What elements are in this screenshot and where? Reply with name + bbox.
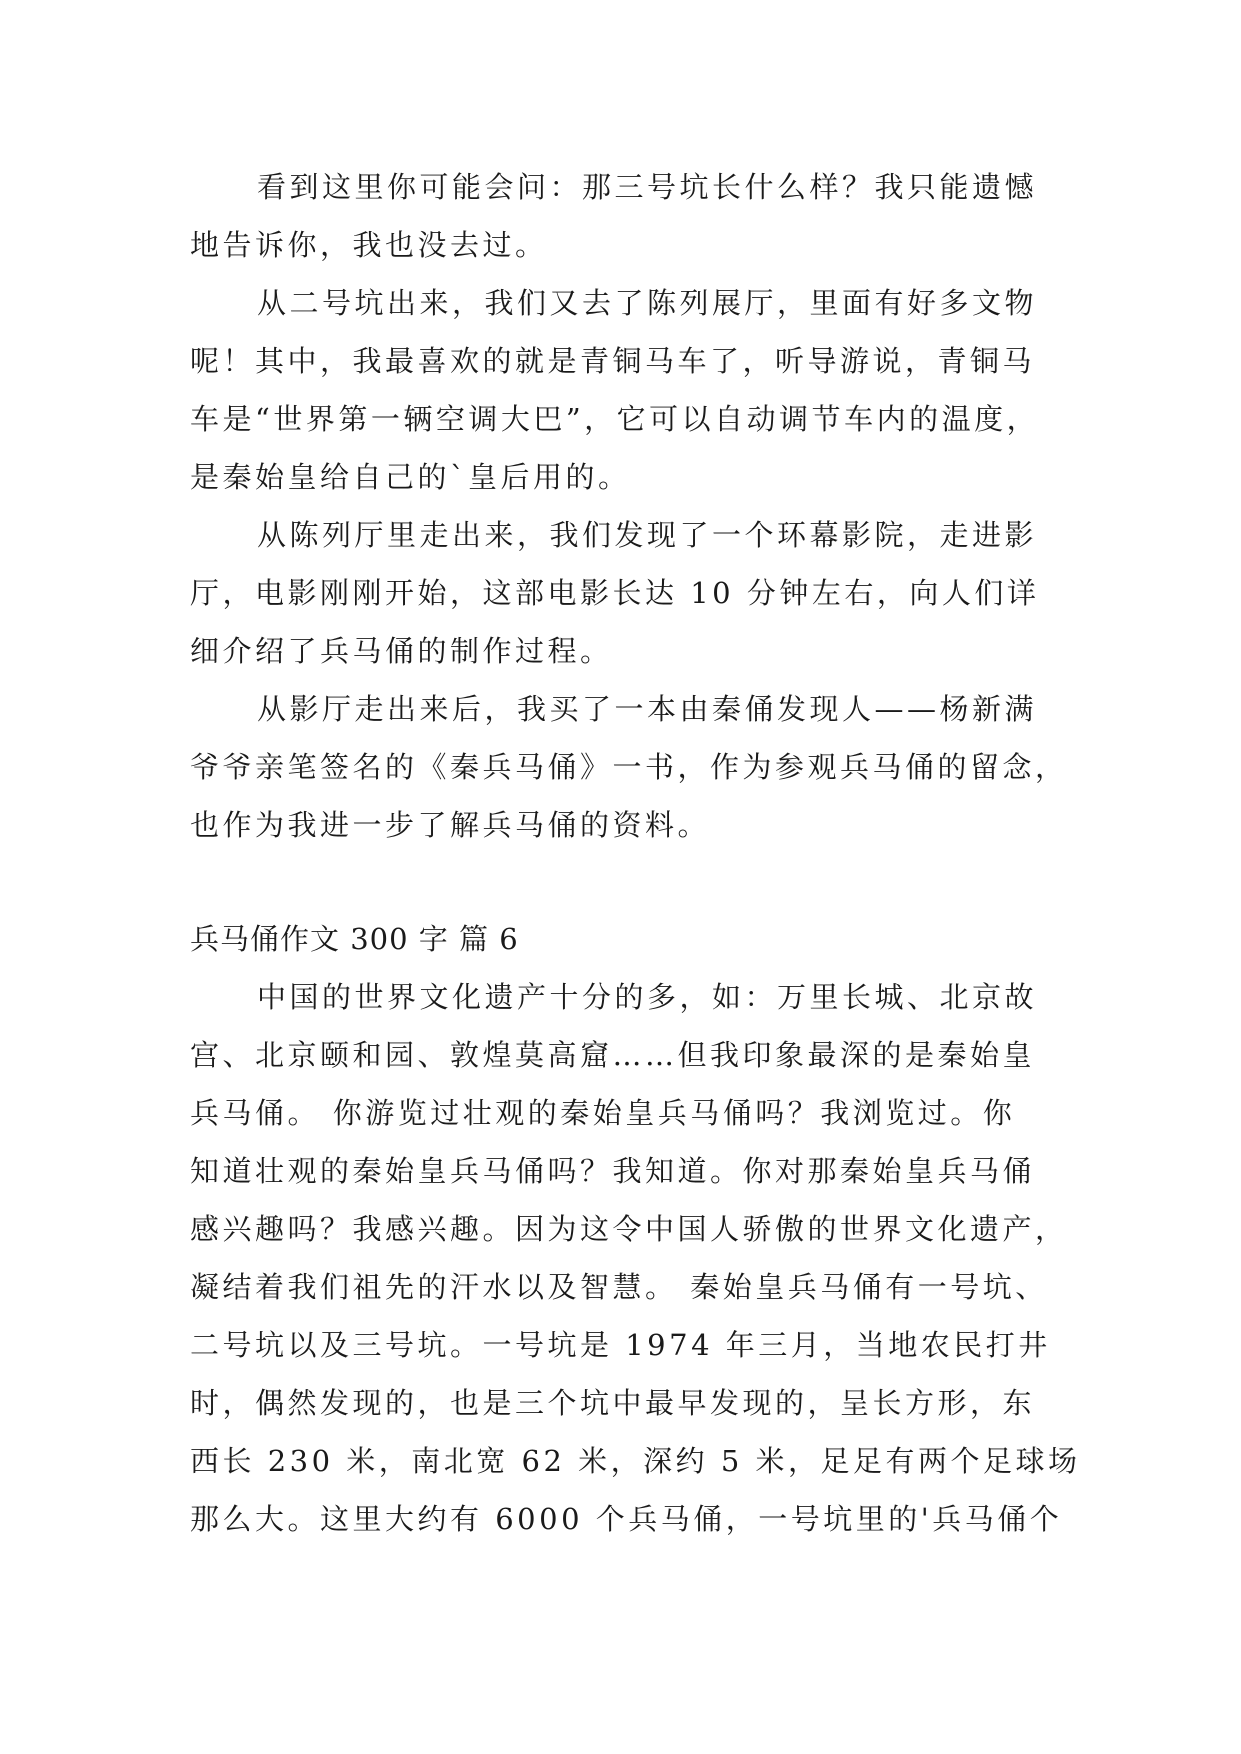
text-line: 兵马俑。 你游览过壮观的秦始皇兵马俑吗？我浏览过。你 [190,1096,1016,1130]
text-line: 也作为我进一步了解兵马俑的资料。 [190,808,711,842]
section-essay-6 [190,910,1081,1548]
text-line: 知道壮观的秦始皇兵马俑吗？我知道。你对那秦始皇兵马俑 [190,1154,1036,1188]
section-heading: 兵马俑作文 300 字 篇 6 [190,922,519,956]
text-line: 从影厅走出来后，我买了一本由秦俑发现人——杨新满 [257,692,1038,726]
text-line: 凝结着我们祖先的汗水以及智慧。 秦始皇兵马俑有一号坑、 [190,1270,1048,1304]
paragraph [190,158,1052,274]
text-line: 从陈列厅里走出来，我们发现了一个环幕影院，走进影 [257,518,1038,552]
text-line: 那么大。这里大约有 6000 个兵马俑，一号坑里的'兵马俑个 [190,1502,1063,1536]
text-line: 宫、北京颐和园、敦煌莫高窟……但我印象最深的是秦始皇 [190,1038,1036,1072]
text-line: 从二号坑出来，我们又去了陈列展厅，里面有好多文物 [257,286,1038,320]
text-line: 地告诉你，我也没去过。 [190,228,548,262]
paragraph [190,274,1052,506]
text-line: 厅，电影刚刚开始，这部电影长达 10 分钟左右，向人们详 [190,576,1040,610]
text-line: 二号坑以及三号坑。一号坑是 1974 年三月，当地农民打井 [190,1328,1051,1362]
text-line: 感兴趣吗？我感兴趣。因为这令中国人骄傲的世界文化遗产， [190,1212,1068,1246]
text-line: 时，偶然发现的，也是三个坑中最早发现的，呈长方形，东 [190,1386,1036,1420]
text-line: 车是“世界第一辆空调大巴”，它可以自动调节车内的温度， [190,402,1040,436]
text-line: 看到这里你可能会问：那三号坑长什么样？我只能遗憾 [257,170,1038,204]
text-line: 细介绍了兵马俑的制作过程。 [190,634,613,668]
paragraph [190,968,1081,1548]
paragraph [190,680,1068,854]
text-line: 中国的世界文化遗产十分的多，如：万里长城、北京故 [257,980,1038,1014]
text-line: 西长 230 米，南北宽 62 米，深约 5 米，足足有两个足球场 [190,1444,1081,1478]
paragraph [190,506,1052,680]
text-line: 爷爷亲笔签名的《秦兵马俑》一书，作为参观兵马俑的留念， [190,750,1068,784]
text-line: 是秦始皇给自己的`皇后用的。 [190,460,631,494]
section-continuation [190,158,1068,854]
text-line: 呢！其中，我最喜欢的就是青铜马车了，听导游说，青铜马 [190,344,1036,378]
